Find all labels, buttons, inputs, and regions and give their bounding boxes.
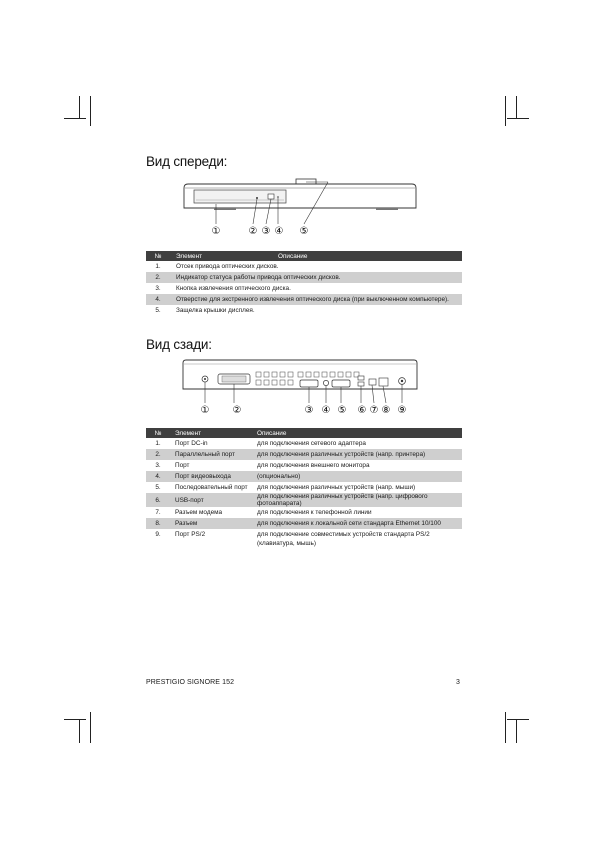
rear-components-table: [146, 428, 462, 549]
rear-callout-9: ⑨: [397, 405, 407, 416]
front-view-illustration: [180, 176, 420, 238]
table-row: 5. Защелка крышки дисплея.: [155, 307, 255, 314]
front-components-table: [146, 251, 462, 316]
rear-callout-2: ②: [232, 405, 242, 416]
rear-callout-3: ③: [304, 405, 314, 416]
table-row: 4. Порт видеовыхода (опционально): [146, 471, 462, 482]
front-callout-1: ①: [211, 226, 221, 237]
table-row: 4. Отверстие для экстренного извлечения оптического диска (при выключенном компьютере).: [146, 294, 462, 305]
col-header-element: Элемент: [176, 252, 203, 260]
table-row: 3. Кнопка извлечения оптического диска.: [155, 285, 291, 292]
table-row: 7. Разъем модема для подключения к телефонной линии: [155, 509, 372, 516]
col-header-description: Описание: [255, 428, 462, 438]
table-row: 5. Последовательный порт для подключения различных устройств (напр. мыши): [155, 484, 416, 491]
table-row: 2. Индикатор статуса работы привода оптических дисков.: [146, 272, 462, 283]
front-callout-3: ③: [261, 226, 271, 237]
table-row: 1. Отсек привода оптических дисков.: [155, 263, 279, 270]
rear-callout-6: ⑥: [357, 405, 367, 416]
table-row: 8. Разъем для подключения к локальной сети стандарта Ethernet 10/100: [146, 518, 462, 529]
rear-view-heading: Вид сзади:: [146, 337, 212, 352]
footer-product-name: PRESTIGIO SIGNORE 152: [146, 679, 235, 686]
table-row: 1. Порт DC-in для подключения сетевого адаптера: [155, 440, 366, 447]
footer-page-number: 3: [456, 679, 460, 686]
rear-callout-4: ④: [321, 405, 331, 416]
col-header-element: Элемент: [170, 428, 255, 438]
rear-callout-8: ⑧: [381, 405, 391, 416]
front-callout-5: ⑤: [299, 226, 309, 237]
rear-view-illustration: [180, 358, 420, 418]
table-row: 3. Порт для подключения внешнего монитора: [155, 462, 370, 469]
front-view-heading: Вид спереди:: [146, 154, 228, 169]
col-header-number: №: [146, 251, 170, 261]
table-row: 9. Порт PS/2 для подключение совместимых устройств стандарта PS/2 (клавиатура, мышь): [155, 531, 430, 547]
front-callout-4: ④: [274, 226, 284, 237]
col-header-description: Описание: [278, 252, 308, 260]
rear-callout-5: ⑤: [337, 405, 347, 416]
col-header-number: №: [146, 428, 170, 438]
table-row: 6. USB-порт для подключения различных устройств (напр. цифрового фотоаппарата): [146, 493, 462, 507]
rear-callout-1: ①: [200, 405, 210, 416]
front-callout-2: ②: [248, 226, 258, 237]
rear-callout-7: ⑦: [369, 405, 379, 416]
table-row: 2. Параллельный порт для подключения различных устройств (напр. принтера): [146, 449, 462, 460]
